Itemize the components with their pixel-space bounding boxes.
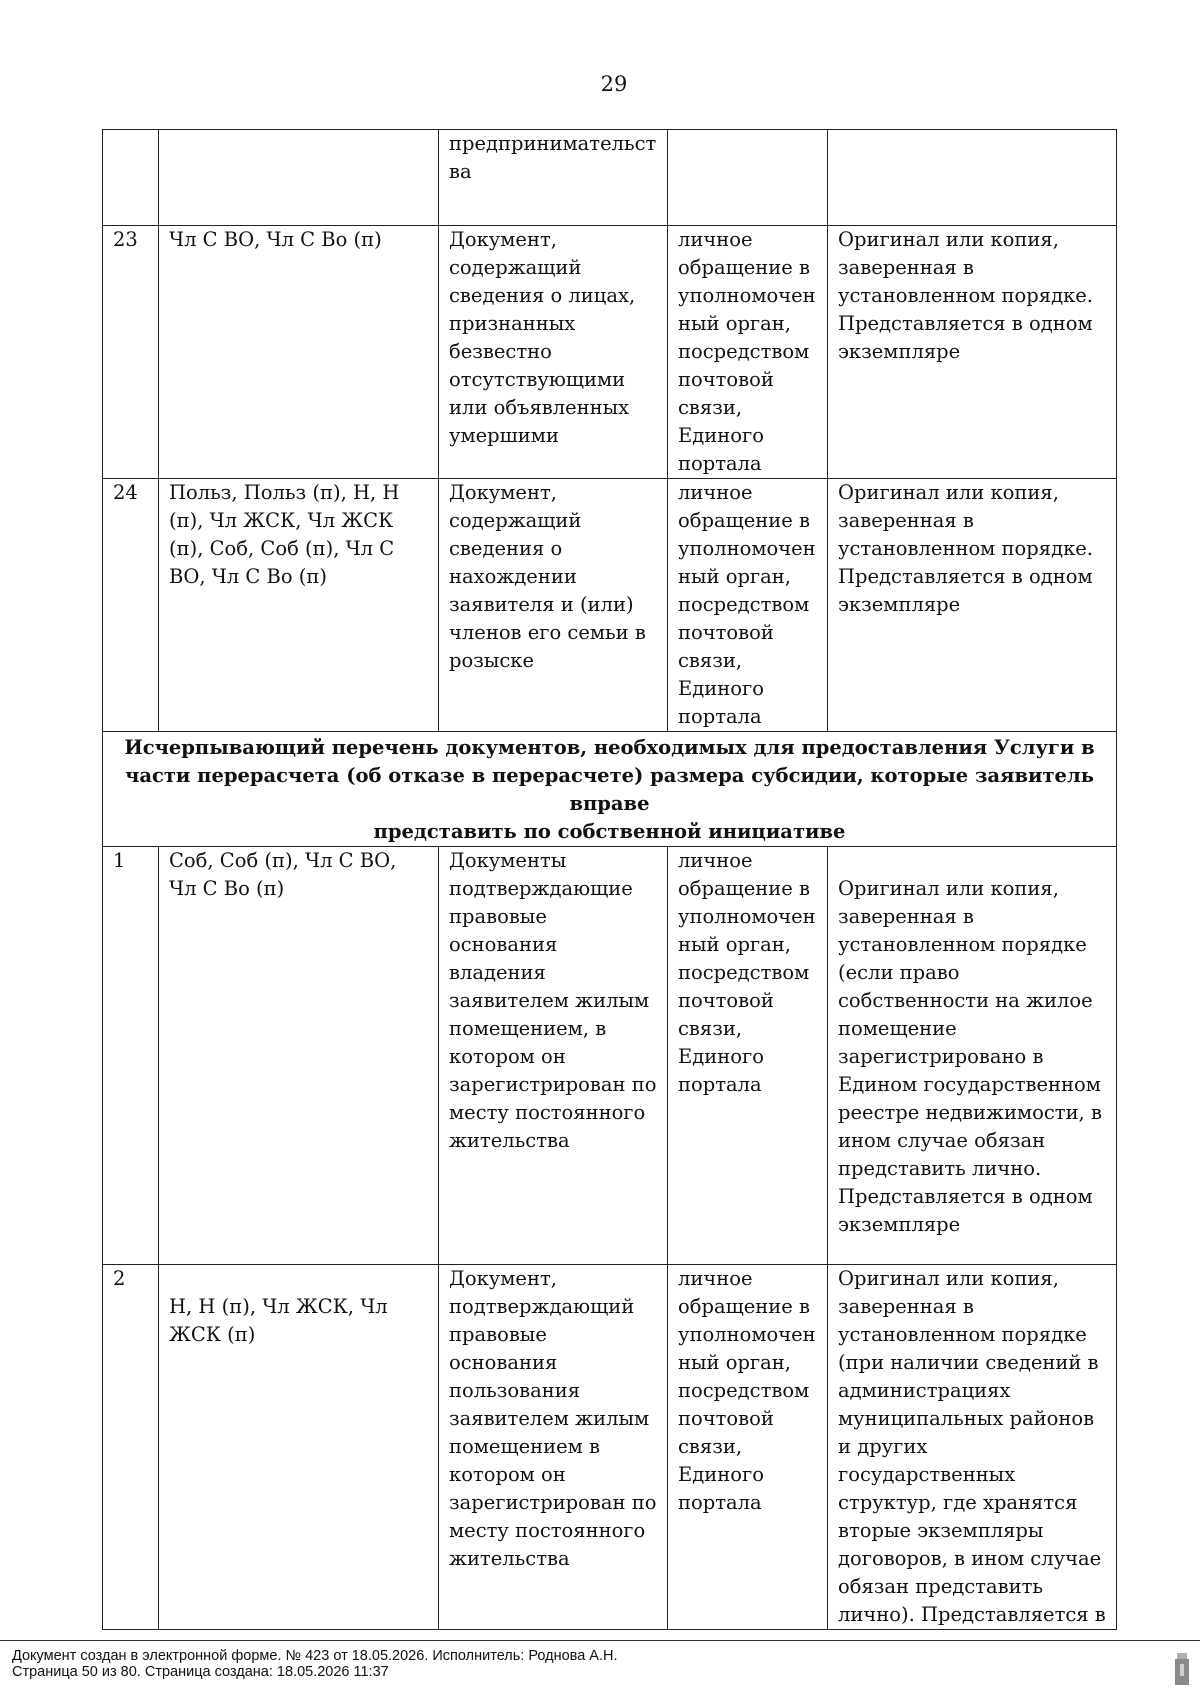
footer-line-1: Документ создан в электронной форме. № 423 от 18.05.2026. Исполнитель: Роднова А.Н.	[12, 1648, 618, 1664]
row-number: 1	[103, 847, 159, 1265]
documents-table	[102, 129, 1117, 1630]
applicant-category: Польз, Польз (п), Н, Н (п), Чл ЖСК, Чл ЖСК (п), Соб, Соб (п), Чл С ВО, Чл С Во (п)	[159, 479, 439, 732]
document-form: Оригинал или копия, заверенная в установленном порядке (при наличии сведений в администрациях муниципальных районов и других государственных структур, где хранятся вторые экземпляры договоров, в ином случае обязан представить лично). Представляется в	[828, 1265, 1117, 1630]
footer	[12, 1648, 618, 1680]
document-name: предпринимательст ва	[439, 130, 668, 226]
row-number: 23	[103, 226, 159, 479]
section-heading: Исчерпывающий перечень документов, необходимых для предоставления Услуги в части перерасчета (об отказе в перерасчете) размера субсидии, которые заявитель вправе представить по собственной инициативе	[103, 732, 1117, 847]
submission-method: личное обращение в уполномочен ный орган, посредством почтовой связи, Единого портала	[668, 847, 828, 1265]
emblem-icon	[1172, 1650, 1192, 1688]
table-row	[103, 847, 1117, 1265]
document-form: Оригинал или копия, заверенная в установленном порядке. Представляется в одном экземпляре	[828, 226, 1117, 479]
section-heading-row	[103, 732, 1117, 847]
table-row	[103, 1265, 1117, 1630]
page-number: 29	[600, 72, 628, 96]
table-row	[103, 130, 1117, 226]
row-number	[103, 130, 159, 226]
document-name: Документ, подтверждающий правовые основания пользования заявителем жилым помещением в котором он зарегистрирован по месту постоянного жительства	[439, 1265, 668, 1630]
document-name: Документ, содержащий сведения о нахождении заявителя и (или) членов его семьи в розыске	[439, 479, 668, 732]
document-name: Документы подтверждающие правовые основания владения заявителем жилым помещением, в котором он зарегистрирован по месту постоянного жительства	[439, 847, 668, 1265]
footer-divider	[0, 1640, 1200, 1641]
table-row	[103, 479, 1117, 732]
applicant-category: Чл С ВО, Чл С Во (п)	[159, 226, 439, 479]
applicant-category	[159, 130, 439, 226]
document-form: Оригинал или копия, заверенная в установленном порядке. Представляется в одном экземпляре	[828, 479, 1117, 732]
row-number: 2	[103, 1265, 159, 1630]
applicant-category: Соб, Соб (п), Чл С ВО, Чл С Во (п)	[159, 847, 439, 1265]
submission-method: личное обращение в уполномочен ный орган, посредством почтовой связи, Единого портала	[668, 226, 828, 479]
footer-line-2: Страница 50 из 80. Страница создана: 18.05.2026 11:37	[12, 1664, 389, 1680]
submission-method: личное обращение в уполномочен ный орган, посредством почтовой связи, Единого портала	[668, 1265, 828, 1630]
submission-method	[668, 130, 828, 226]
document-name: Документ, содержащий сведения о лицах, признанных безвестно отсутствующими или объявленных умершими	[439, 226, 668, 479]
row-number: 24	[103, 479, 159, 732]
table-row	[103, 226, 1117, 479]
submission-method: личное обращение в уполномочен ный орган, посредством почтовой связи, Единого портала	[668, 479, 828, 732]
applicant-category: Н, Н (п), Чл ЖСК, Чл ЖСК (п)	[159, 1265, 439, 1630]
document-form	[828, 130, 1117, 226]
document-form: Оригинал или копия, заверенная в установленном порядке (если право собственности на жилое помещение зарегистрировано в Едином государственном реестре недвижимости, в ином случае обязан представить лично. Представляется в одном экземпляре	[828, 847, 1117, 1265]
